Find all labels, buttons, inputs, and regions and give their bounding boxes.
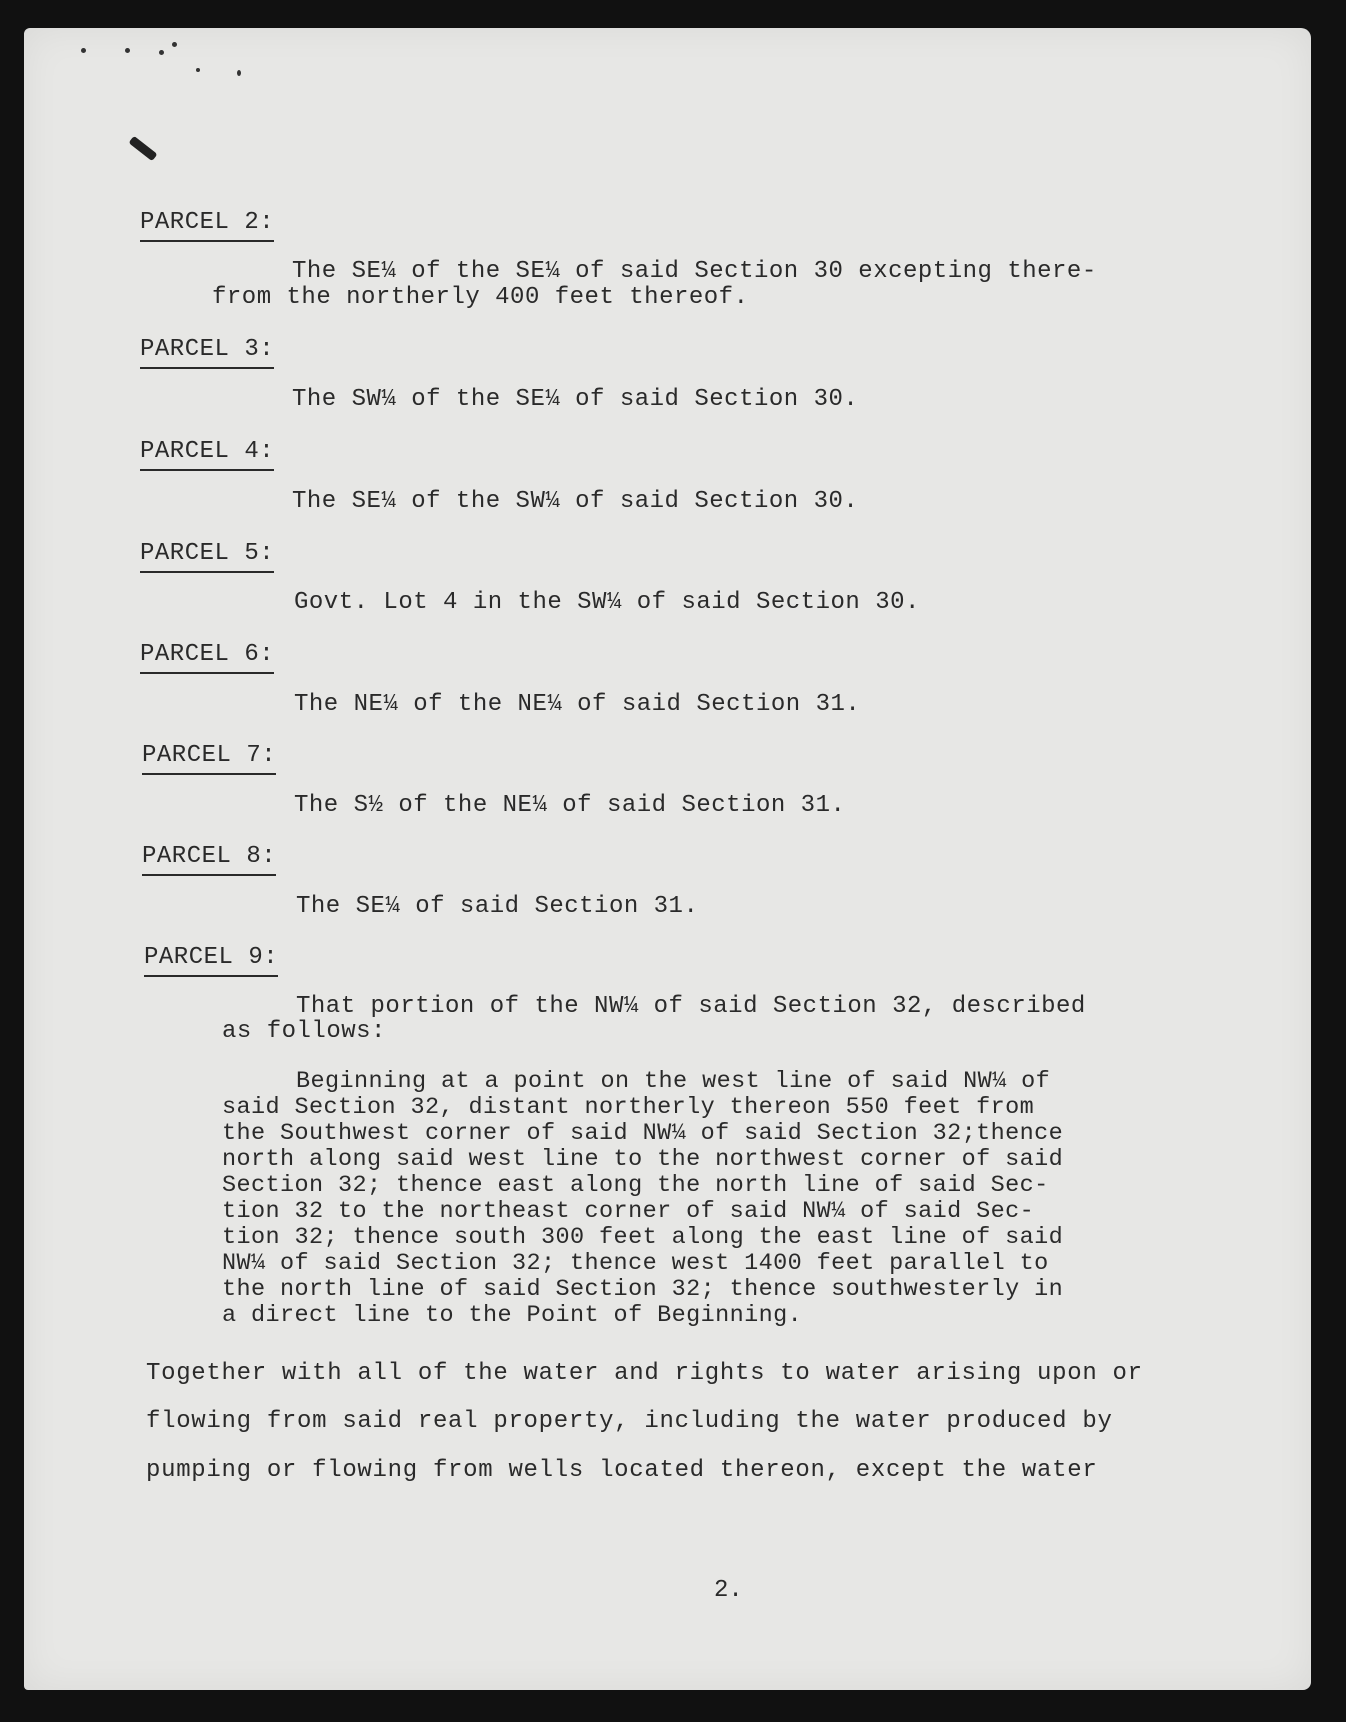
parcel-7-line-1: The S½ of the NE¼ of said Section 31.: [294, 792, 846, 819]
ink-speck: [196, 68, 200, 72]
parcel-2-line-2: from the northerly 400 feet thereof.: [212, 284, 749, 311]
parcel-6-line-1: The NE¼ of the NE¼ of said Section 31.: [294, 691, 861, 718]
description-line: north along said west line to the northwest corner of said: [222, 1146, 1064, 1173]
parcel-5-line-1: Govt. Lot 4 in the SW¼ of said Section 30.: [294, 589, 920, 616]
parcel-4-line-1: The SE¼ of the SW¼ of said Section 30.: [292, 488, 859, 515]
description-line: tion 32 to the northeast corner of said NW¼ of said Sec-: [222, 1198, 1035, 1225]
together-line: flowing from said real property, including the water produced by: [146, 1408, 1113, 1435]
description-line: Beginning at a point on the west line of said NW¼ of: [296, 1068, 1051, 1095]
document-page: [24, 28, 1311, 1690]
ink-speck: [172, 42, 177, 47]
parcel-3-line-1: The SW¼ of the SE¼ of said Section 30.: [292, 386, 859, 413]
parcel-2-line-1: The SE¼ of the SE¼ of said Section 30 excepting there-: [292, 258, 1097, 285]
description-line: the Southwest corner of said NW¼ of said Section 32;thence: [222, 1120, 1064, 1147]
parcel-8-line-1: The SE¼ of said Section 31.: [296, 893, 699, 920]
description-line: the north line of said Section 32; thence southwesterly in: [222, 1276, 1064, 1303]
together-line: pumping or flowing from wells located thereon, except the water: [146, 1457, 1098, 1484]
description-line: tion 32; thence south 300 feet along the east line of said: [222, 1224, 1064, 1251]
parcel-9-line-1: That portion of the NW¼ of said Section 32, described: [296, 993, 1086, 1020]
parcel-2-heading: PARCEL 2:: [140, 209, 274, 242]
ink-speck: [125, 48, 130, 53]
description-line: NW¼ of said Section 32; thence west 1400 feet parallel to: [222, 1250, 1049, 1277]
together-line: Together with all of the water and rights to water arising upon or: [146, 1360, 1143, 1387]
parcel-6-heading: PARCEL 6:: [140, 641, 274, 674]
parcel-3-heading: PARCEL 3:: [140, 336, 274, 369]
ink-speck: [159, 50, 164, 55]
description-line: a direct line to the Point of Beginning.: [222, 1302, 803, 1329]
parcel-9-heading: PARCEL 9:: [144, 944, 278, 977]
parcel-7-heading: PARCEL 7:: [142, 742, 276, 775]
description-line: Section 32; thence east along the north line of said Sec-: [222, 1172, 1049, 1199]
ink-slash-mark: [128, 136, 157, 162]
ink-speck: [237, 70, 241, 76]
ink-speck: [81, 48, 86, 53]
parcel-5-heading: PARCEL 5:: [140, 540, 274, 573]
page-number: 2.: [714, 1577, 743, 1604]
parcel-9-line-2: as follows:: [222, 1018, 386, 1045]
parcel-4-heading: PARCEL 4:: [140, 438, 274, 471]
parcel-8-heading: PARCEL 8:: [142, 843, 276, 876]
description-line: said Section 32, distant northerly thereon 550 feet from: [222, 1094, 1035, 1121]
